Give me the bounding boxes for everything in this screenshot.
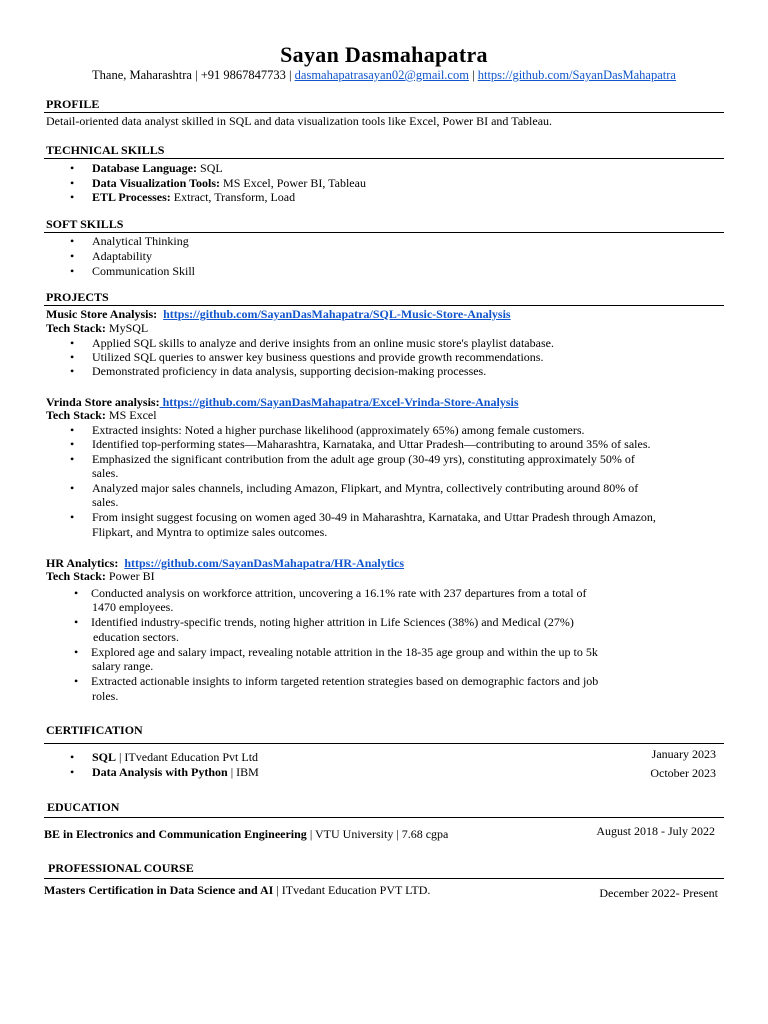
project-point-continued: salary range. <box>92 659 154 673</box>
project-point: Demonstrated proficiency in data analysis, supporting decision-making processes. <box>92 364 487 378</box>
tech-stack: Tech Stack: MS Excel <box>46 408 157 422</box>
certification-date: January 2023 <box>651 747 716 761</box>
certification-item: Data Analysis with Python | IBM <box>92 765 259 779</box>
contact-separator: | <box>468 68 478 82</box>
bullet-icon: • <box>70 190 75 204</box>
certification-date: October 2023 <box>650 766 716 780</box>
section-divider <box>44 158 724 159</box>
project-point: Identified industry-specific trends, noting higher attrition in Life Sciences (38%) and Medical (27%) <box>91 615 574 629</box>
section-divider <box>44 112 724 113</box>
section-heading-profile: PROFILE <box>46 97 100 111</box>
soft-skill-item: Analytical Thinking <box>92 234 189 248</box>
project-point-continued: sales. <box>92 495 119 509</box>
project-title-hr-analytics: HR Analytics: https://github.com/SayanDasMahapatra/HR-Analytics <box>46 556 405 570</box>
certification-item: SQL | ITvedant Education Pvt Ltd <box>92 750 259 764</box>
skill-item: ETL Processes: Extract, Transform, Load <box>92 190 296 204</box>
professional-course-date: December 2022- Present <box>599 886 718 900</box>
project-point-continued: sales. <box>92 466 119 480</box>
project-title-music-store: Music Store Analysis: https://github.com/SayanDasMahapatra/SQL-Music-Store-Analysis <box>46 307 511 321</box>
bullet-icon: • <box>70 336 75 350</box>
project-point: From insight suggest focusing on women aged 30-49 in Maharashtra, Karnataka, and Uttar Pradesh through Amazon, <box>92 510 656 524</box>
project-point: Explored age and salary impact, revealing notable attrition in the 18-35 age group and within the up to 5k <box>91 645 598 659</box>
tech-stack: Tech Stack: Power BI <box>46 569 155 583</box>
github-link[interactable]: https://github.com/SayanDasMahapatra <box>477 68 676 82</box>
tech-stack: Tech Stack: MySQL <box>46 321 149 335</box>
project-point: Identified top-performing states—Maharashtra, Karnataka, and Uttar Pradesh—contributing to around 35% of sales. <box>92 437 651 451</box>
bullet-icon: • <box>70 249 75 263</box>
project-point: Utilized SQL queries to answer key business questions and provide growth recommendations. <box>92 350 544 364</box>
section-divider <box>44 878 724 879</box>
section-heading-education: EDUCATION <box>47 800 120 814</box>
project-point-continued: roles. <box>92 689 119 703</box>
project-point-continued: 1470 employees. <box>92 600 174 614</box>
bullet-icon: • <box>70 765 75 779</box>
skill-item: Data Visualization Tools: MS Excel, Power BI, Tableau <box>92 176 366 190</box>
bullet-icon: • <box>70 161 75 175</box>
bullet-icon: • <box>70 452 75 466</box>
bullet-icon: • <box>70 234 75 248</box>
project-link[interactable]: https://github.com/SayanDasMahapatra/Excel-Vrinda-Store-Analysis <box>159 395 519 409</box>
section-heading-projects: PROJECTS <box>46 290 109 304</box>
project-link[interactable]: https://github.com/SayanDasMahapatra/HR-Analytics <box>124 556 405 570</box>
bullet-icon: • <box>70 364 75 378</box>
soft-skill-item: Communication Skill <box>92 264 196 278</box>
project-point: Extracted actionable insights to inform targeted retention strategies based on demographic factors and job <box>91 674 599 688</box>
project-title-vrinda-store: Vrinda Store analysis: https://github.com/SayanDasMahapatra/Excel-Vrinda-Store-Analysis <box>46 395 519 409</box>
bullet-icon: • <box>70 750 75 764</box>
bullet-icon: • <box>74 674 79 688</box>
profile-text: Detail-oriented data analyst skilled in SQL and data visualization tools like Excel, Power BI and Tableau. <box>46 114 553 128</box>
project-point: Emphasized the significant contribution from the adult age group (30-49 yrs), constituting approximately 50% of <box>92 452 635 466</box>
bullet-icon: • <box>70 481 75 495</box>
section-heading-technical-skills: TECHNICAL SKILLS <box>46 143 165 157</box>
section-heading-soft-skills: SOFT SKILLS <box>46 217 124 231</box>
project-point: Applied SQL skills to analyze and derive insights from an online music store's playlist database. <box>92 336 554 350</box>
education-date: August 2018 - July 2022 <box>596 824 715 838</box>
project-point: Conducted analysis on workforce attrition, uncovering a 16.1% rate with 237 departures from a total of <box>91 586 587 600</box>
bullet-icon: • <box>70 350 75 364</box>
contact-line <box>0 68 768 83</box>
section-divider <box>44 232 724 233</box>
project-link[interactable]: https://github.com/SayanDasMahapatra/SQL-Music-Store-Analysis <box>163 307 511 321</box>
bullet-icon: • <box>70 510 75 524</box>
section-heading-certification: CERTIFICATION <box>46 723 143 737</box>
bullet-icon: • <box>74 586 79 600</box>
education-degree: BE in Electronics and Communication Engineering | VTU University | 7.68 cgpa <box>44 827 449 841</box>
bullet-icon: • <box>70 437 75 451</box>
bullet-icon: • <box>74 615 79 629</box>
project-point: Extracted insights: Noted a higher purchase likelihood (approximately 65%) among female customers. <box>92 423 585 437</box>
section-divider <box>44 743 724 744</box>
skill-item: Database Language: SQL <box>92 161 223 175</box>
candidate-name: Sayan Dasmahapatra <box>280 42 488 67</box>
section-divider <box>44 817 724 818</box>
project-point-continued: Flipkart, and Myntra to optimize sales outcomes. <box>92 525 328 539</box>
bullet-icon: • <box>70 423 75 437</box>
bullet-icon: • <box>70 264 75 278</box>
bullet-icon: • <box>70 176 75 190</box>
professional-course-item: Masters Certification in Data Science and AI | ITvedant Education PVT LTD. <box>44 883 431 897</box>
section-heading-professional-course: PROFESSIONAL COURSE <box>48 861 194 875</box>
soft-skill-item: Adaptability <box>92 249 152 263</box>
project-point-continued: education sectors. <box>93 630 179 644</box>
location-phone: Thane, Maharashtra | +91 9867847733 | <box>92 68 295 82</box>
project-point: Analyzed major sales channels, including Amazon, Flipkart, and Myntra, collectively contributing around 80% of <box>92 481 639 495</box>
section-divider <box>44 305 724 306</box>
email-link[interactable]: dasmahapatrasayan02@gmail.com <box>294 68 469 82</box>
bullet-icon: • <box>74 645 79 659</box>
